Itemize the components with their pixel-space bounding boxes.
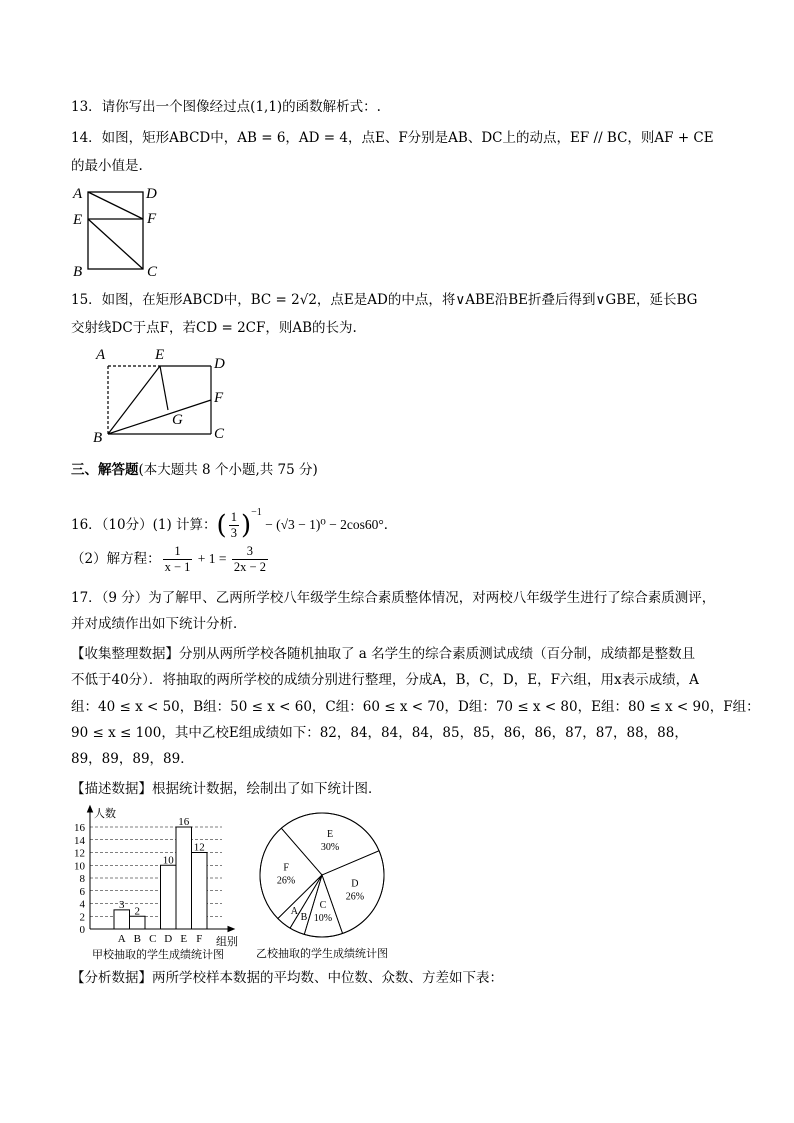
q17-line6: 90 ≤ x ≤ 100，其中乙校E组成绩如下：82，84，84，84，85，85，86，86，87，87，88，88， [71,725,688,741]
bar-y-tick-label: 10 [74,860,85,873]
q15-label-e: E [155,347,165,363]
q14-label-c: C [147,264,158,280]
q13-text: 13．请你写出一个图像经过点(1,1)的函数解析式：. [71,99,381,115]
q16-exponent: −1 [251,507,262,518]
q16-part2-prefix: （2）解方程： [71,551,161,567]
q17-line1: 17．（9 分）为了解甲、乙两所学校八年级学生综合素质整体情况，对两校八年级学生进行了综合素质测评， [71,590,716,606]
question-17-line8 [71,779,382,799]
q14-rect [88,192,143,269]
q15-label-g: G [172,412,183,428]
question-17-line4 [71,670,699,690]
q16-part1-rest: − (√3 − 1)⁰ − 2cos60°． [261,517,398,532]
q14-label-f: F [147,211,157,227]
bar-A [114,910,130,929]
q17-line4: 不低于40分）．将抽取的两所学校的成绩分别进行整理，分成A，B，C，D，E，F六组，用x表示成绩，A [71,672,699,688]
pie-chart-title: 乙校抽取的学生成绩统计图 [256,948,388,960]
bar-data-label: 3 [119,898,125,911]
q15-seg-eg [160,366,168,410]
question-15-line1 [71,290,697,310]
q15-seg-be [108,366,160,434]
bar-x-tick-label: F [196,933,203,945]
bar-x-tick-label: E [180,933,188,945]
q14-line2: 的最小值是. [71,158,143,174]
bar-y-tick-label: 12 [74,847,85,860]
question-17-line3 [71,644,695,664]
q16-frac-den: 3 [230,526,237,540]
bar-x-tick-label: C [149,933,157,945]
bar-y-arrow [88,806,93,812]
bar-y-tick-label: 0 [79,924,85,936]
q15-line1: 15．如图，在矩形ABCD中，BC = 2√2，点E是AD的中点，将∨ABE沿BE折叠后得到∨GBE，延长BG [71,292,698,308]
q15-line2: 交射线DC于点F，若CD = 2CF，则AB的长为. [71,320,357,336]
bar-y-tick-label: 2 [79,911,85,924]
q15-label-d: D [214,356,225,372]
bar-y-tick-label: 6 [79,885,85,898]
pie-slice-label: D [351,878,359,890]
question-14-line1 [71,128,714,148]
q17-line7: 89，89，89，89． [71,751,194,767]
pie-slice-percent: 30% [320,842,340,853]
bar-E [176,827,192,929]
q17-line3: 【收集整理数据】分别从两所学校各随机抽取了 a 名学生的综合素质测试成绩（百分制，成绩都是整数且 [71,646,696,662]
bar-B [130,916,146,929]
q16-part2-mid: + 1 = [194,551,230,566]
q14-seg-af [88,192,143,219]
question-13 [71,97,381,117]
bar-y-tick-label: 4 [79,898,85,911]
q14-line1: 14．如图，矩形ABCD中，AB = 6，AD = 4，点E、F分别是AB、DC上的动点，EF // BC，则AF + CE [71,130,714,146]
bar-chart-title: 甲校抽取的学生成绩统计图 [92,949,224,961]
question-16-part1: 16．（10分）(1) 计算：( $\frac{1}{3}$ )$^{-1}$ − (√3 − 1)⁰ − 2cos60°． [71,507,398,541]
question-17-line1 [71,588,715,608]
question-16-part2 [71,543,270,575]
bar-F [192,853,208,930]
q14-label-e: E [73,212,83,228]
q17-line5: 组：40 ≤ x < 50，B组：50 ≤ x < 60，C组：60 ≤ x < 70，D组：70 ≤ x < 80，E组：80 ≤ x < 90，F组： [71,699,760,715]
pie-slice-label: E [327,829,334,840]
q15-label-f: F [214,390,224,406]
pie-slice-label: F [283,862,289,874]
pie-slice-percent: 26% [276,875,296,887]
school-a-bar-chart [62,803,252,963]
pie-slice-label: C [319,899,327,911]
bar-data-label: 16 [178,816,190,828]
bar-data-label: 2 [134,905,140,918]
question-17-line6 [71,723,688,743]
q14-rectangle-figure [70,183,170,279]
school-b-pie-chart [252,805,412,965]
q16-frac-num: 1 [230,510,237,524]
pie-slice-percent: 10% [313,912,333,924]
q16-lhs-den: x − 1 [164,560,191,574]
q15-seg-bf [108,400,211,434]
q16-part1-prefix: 16．（10分）(1) 计算： [71,517,217,533]
pie-slice-percent: 26% [345,891,365,903]
bar-data-label: 12 [193,841,205,854]
bar-x-axis-label: 组别 [216,936,238,948]
q17-line2: 并对成绩作出如下统计分析． [71,616,247,632]
question-17-line5 [71,697,760,717]
bar-x-tick-label: B [133,933,141,945]
q17-line9: 【分析数据】两所学校样本数据的平均数、中位数、众数、方差如下表： [71,970,503,986]
q14-label-b: B [73,264,83,280]
bar-y-tick-label: 14 [74,834,85,847]
q15-rectangle-figure [88,345,238,445]
bar-x-tick-label: A [117,933,126,945]
pie-slice-label: B [300,911,308,923]
q16-rhs-den: 2x − 2 [233,560,266,574]
section-3-title: 三、解答题 [71,462,139,478]
bar-D [161,865,177,929]
q15-label-c: C [214,426,225,442]
question-17-line7 [71,749,194,769]
bar-y-tick-label: 16 [74,822,85,834]
bar-y-axis-label: 人数 [94,808,116,820]
bar-y-tick-label: 8 [79,873,85,885]
bar-x-tick-label: D [164,933,173,945]
q14-seg-ec [88,219,143,269]
question-14-line2 [71,156,143,176]
question-17-line9 [71,968,503,988]
bar-data-label: 10 [162,854,174,867]
question-15-line2 [71,318,357,338]
pie-slice-label: A [290,906,299,918]
section-3-heading [71,460,318,480]
q16-lhs-num: 1 [163,544,193,560]
q14-label-a: A [73,186,83,202]
question-17-line2 [71,614,247,634]
bar-x-arrow [228,927,234,932]
q15-label-b: B [93,430,103,446]
q16-rhs-num: 3 [232,544,268,560]
q15-label-a: A [96,347,106,363]
q14-label-d: D [146,186,157,202]
q17-line8: 【描述数据】根据统计数据，绘制出了如下统计图． [71,781,382,797]
section-3-note: (本大题共 8 个小题,共 75 分) [138,462,318,478]
